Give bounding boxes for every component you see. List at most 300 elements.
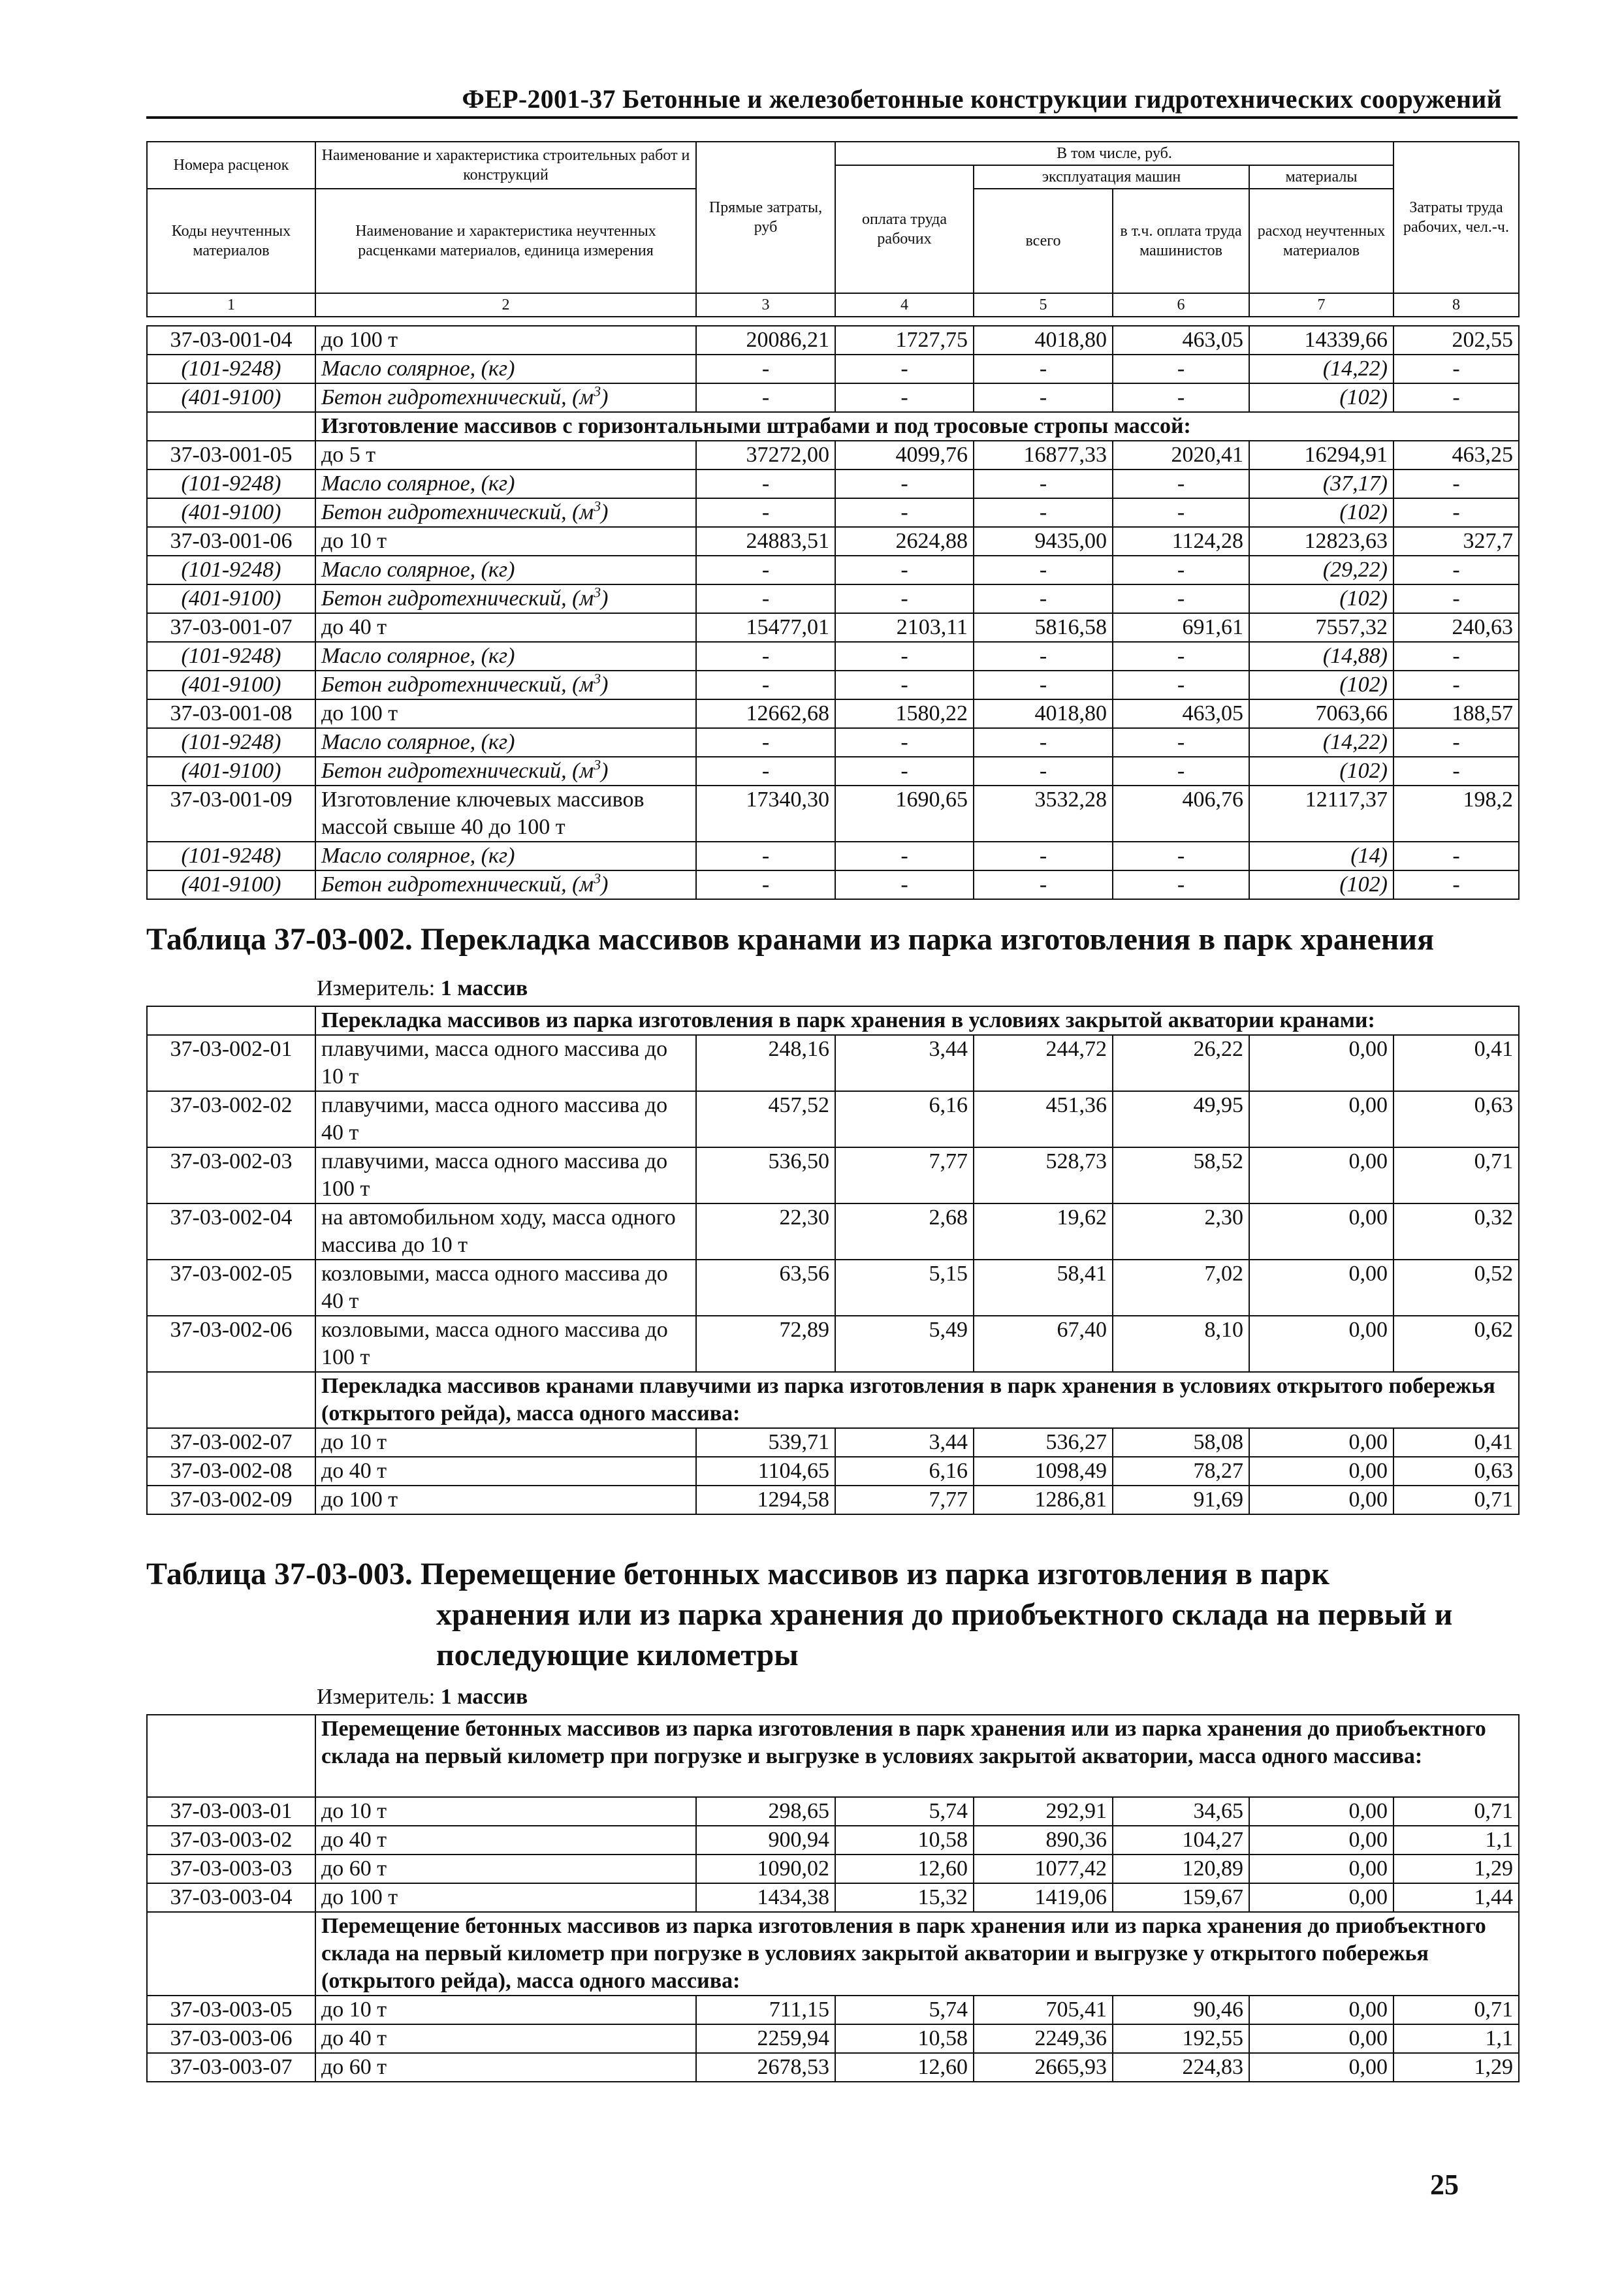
material-cost: 0,00	[1249, 1316, 1393, 1372]
material-cost: (37,17)	[1249, 470, 1393, 498]
machine-cost: 536,27	[974, 1428, 1113, 1457]
work-hours: 0,63	[1393, 1457, 1519, 1486]
labor-cost: 4099,76	[835, 441, 974, 470]
rate-name: до 60 т	[315, 1855, 696, 1883]
machine-cost: -	[974, 383, 1113, 412]
unit-label: Измеритель:	[317, 976, 436, 1000]
section-spacer	[147, 412, 315, 441]
machine-cost: 244,72	[974, 1035, 1113, 1091]
rate-row	[147, 1316, 1519, 1372]
title-line-3: последующие километры	[436, 1638, 799, 1672]
col-machines-total: всего	[974, 189, 1113, 293]
work-hours: -	[1393, 642, 1519, 671]
direct-cost: 22,30	[696, 1203, 835, 1260]
rate-name: до 100 т	[315, 1486, 696, 1514]
direct-cost: -	[696, 870, 835, 899]
machine-cost: 1098,49	[974, 1457, 1113, 1486]
labor-cost: -	[835, 383, 974, 412]
direct-cost: -	[696, 671, 835, 699]
machine-cost: -	[974, 671, 1113, 699]
machine-cost: 19,62	[974, 1203, 1113, 1260]
machinist-labor-cost: -	[1113, 728, 1249, 757]
machinist-labor-cost: -	[1113, 757, 1249, 786]
material-row	[147, 671, 1519, 699]
rate-code: 37-03-002-07	[147, 1428, 315, 1457]
machinist-labor-cost: -	[1113, 470, 1249, 498]
machinist-labor-cost: 2020,41	[1113, 441, 1249, 470]
machinist-labor-cost: 104,27	[1113, 1826, 1249, 1855]
rate-name: до 100 т	[315, 699, 696, 728]
direct-cost: 711,15	[696, 1996, 835, 2024]
rate-name: козловыми, масса одного массива до 40 т	[315, 1260, 696, 1316]
work-hours: 0,71	[1393, 1996, 1519, 2024]
col-number: 3	[696, 293, 835, 317]
machine-cost: 4018,80	[974, 699, 1113, 728]
direct-cost: 37272,00	[696, 441, 835, 470]
machinist-labor-cost: 8,10	[1113, 1316, 1249, 1372]
material-cost: 0,00	[1249, 1260, 1393, 1316]
rate-code: (101-9248)	[147, 355, 315, 383]
col-number: 5	[974, 293, 1113, 317]
rate-code: 37-03-003-02	[147, 1826, 315, 1855]
material-cost: (102)	[1249, 870, 1393, 899]
direct-cost: -	[696, 757, 835, 786]
work-hours: 0,62	[1393, 1316, 1519, 1372]
direct-cost: -	[696, 556, 835, 584]
labor-cost: 1580,22	[835, 699, 974, 728]
work-hours: 1,29	[1393, 1855, 1519, 1883]
rate-name: до 40 т	[315, 613, 696, 642]
material-cost: (14)	[1249, 842, 1393, 870]
material-cost: 0,00	[1249, 1203, 1393, 1260]
direct-cost: 1090,02	[696, 1855, 835, 1883]
rate-row	[147, 1826, 1519, 1855]
labor-cost: -	[835, 728, 974, 757]
direct-cost: 63,56	[696, 1260, 835, 1316]
direct-cost: -	[696, 383, 835, 412]
work-hours: 198,2	[1393, 786, 1519, 842]
rate-code: 37-03-002-04	[147, 1203, 315, 1260]
machine-cost: -	[974, 498, 1113, 527]
col-materials: материалы	[1249, 165, 1393, 189]
work-hours: 240,63	[1393, 613, 1519, 642]
machinist-labor-cost: 463,05	[1113, 699, 1249, 728]
direct-cost: 2259,94	[696, 2024, 835, 2053]
material-row	[147, 498, 1519, 527]
labor-cost: 2103,11	[835, 613, 974, 642]
machinist-labor-cost: -	[1113, 642, 1249, 671]
rate-name: козловыми, масса одного массива до 100 т	[315, 1316, 696, 1372]
labor-cost: 6,16	[835, 1091, 974, 1147]
material-cost: 0,00	[1249, 1797, 1393, 1826]
machine-cost: 2665,93	[974, 2053, 1113, 2082]
direct-cost: -	[696, 498, 835, 527]
material-cost: 0,00	[1249, 1457, 1393, 1486]
rate-name: Бетон гидротехнический, $(м^3)$	[315, 870, 696, 899]
direct-cost: 900,94	[696, 1826, 835, 1855]
work-hours: -	[1393, 757, 1519, 786]
rate-name: до 10 т	[315, 1797, 696, 1826]
work-hours: 0,71	[1393, 1486, 1519, 1514]
rate-code: (401-9100)	[147, 870, 315, 899]
rate-name: до 10 т	[315, 1996, 696, 2024]
machinist-labor-cost: -	[1113, 842, 1249, 870]
work-hours: 1,44	[1393, 1883, 1519, 1912]
material-row	[147, 728, 1519, 757]
rate-code: 37-03-001-08	[147, 699, 315, 728]
machinist-labor-cost: -	[1113, 556, 1249, 584]
rate-row	[147, 1203, 1519, 1260]
material-row	[147, 584, 1519, 613]
machinist-labor-cost: 192,55	[1113, 2024, 1249, 2053]
rate-code: (401-9100)	[147, 671, 315, 699]
direct-cost: -	[696, 584, 835, 613]
rate-code: 37-03-001-05	[147, 441, 315, 470]
labor-cost: -	[835, 556, 974, 584]
rate-name: до 40 т	[315, 1457, 696, 1486]
machine-cost: 58,41	[974, 1260, 1113, 1316]
labor-cost: 5,15	[835, 1260, 974, 1316]
direct-cost: 17340,30	[696, 786, 835, 842]
direct-cost: -	[696, 642, 835, 671]
work-hours: 1,1	[1393, 2024, 1519, 2053]
work-hours: 1,1	[1393, 1826, 1519, 1855]
direct-cost: 248,16	[696, 1035, 835, 1091]
labor-cost: -	[835, 870, 974, 899]
col-number: 1	[147, 293, 315, 317]
labor-cost: 12,60	[835, 1855, 974, 1883]
rate-row	[147, 1855, 1519, 1883]
direct-cost: -	[696, 842, 835, 870]
machine-cost: 890,36	[974, 1826, 1113, 1855]
machinist-labor-cost: 34,65	[1113, 1797, 1249, 1826]
rate-code: (101-9248)	[147, 470, 315, 498]
table-37-03-003	[146, 1714, 1520, 2082]
material-row	[147, 355, 1519, 383]
labor-cost: -	[835, 671, 974, 699]
rate-code: 37-03-002-08	[147, 1457, 315, 1486]
direct-cost: 1104,65	[696, 1457, 835, 1486]
machine-cost: -	[974, 470, 1113, 498]
table-37-03-002	[146, 1006, 1520, 1515]
machine-cost: -	[974, 642, 1113, 671]
machine-cost: 4018,80	[974, 326, 1113, 355]
machinist-labor-cost: 58,52	[1113, 1147, 1249, 1203]
material-cost: 0,00	[1249, 1883, 1393, 1912]
section-row	[147, 1372, 1519, 1428]
labor-cost: -	[835, 498, 974, 527]
rate-row	[147, 1428, 1519, 1457]
material-cost: 0,00	[1249, 1035, 1393, 1091]
title-line-1: Таблица 37-03-003. Перемещение бетонных массивов из парка изготовления в парк	[146, 1557, 1329, 1591]
machinist-labor-cost: 49,95	[1113, 1091, 1249, 1147]
machinist-labor-cost: 1124,28	[1113, 527, 1249, 556]
rate-code: (401-9100)	[147, 498, 315, 527]
section-title: Изготовление массивов с горизонтальными штрабами и под тросовые стропы массой:	[315, 412, 1519, 441]
machine-cost: 9435,00	[974, 527, 1113, 556]
header-rule	[146, 116, 1518, 119]
machinist-labor-cost: 26,22	[1113, 1035, 1249, 1091]
rate-code: (101-9248)	[147, 728, 315, 757]
table-37-03-002-title: Таблица 37-03-002. Перекладка массивов кранами из парка изготовления в парк хранения	[146, 922, 1435, 957]
section-spacer	[147, 1372, 315, 1428]
machinist-labor-cost: 691,61	[1113, 613, 1249, 642]
machine-cost: 5816,58	[974, 613, 1113, 642]
section-title: Перекладка массивов из парка изготовления в парк хранения в условиях закрытой акватории кранами:	[315, 1006, 1519, 1035]
rate-row	[147, 1486, 1519, 1514]
rate-code: (101-9248)	[147, 842, 315, 870]
work-hours: -	[1393, 728, 1519, 757]
rate-code: 37-03-002-06	[147, 1316, 315, 1372]
section-row	[147, 412, 1519, 441]
machine-cost: 1286,81	[974, 1486, 1113, 1514]
rate-row	[147, 613, 1519, 642]
work-hours: 1,29	[1393, 2053, 1519, 2082]
material-cost: 0,00	[1249, 2024, 1393, 2053]
col-number: 7	[1249, 293, 1393, 317]
section-title: Перекладка массивов кранами плавучими из парка изготовления в парк хранения в условиях открытого побережья (открытого рейда), масса одного массива:	[315, 1372, 1519, 1428]
rate-row	[147, 1091, 1519, 1147]
machinist-labor-cost: 406,76	[1113, 786, 1249, 842]
labor-cost: 5,74	[835, 1797, 974, 1826]
rate-code: 37-03-003-01	[147, 1797, 315, 1826]
machinist-labor-cost: -	[1113, 355, 1249, 383]
rate-name: до 100 т	[315, 326, 696, 355]
machine-cost: 451,36	[974, 1091, 1113, 1147]
labor-cost: 1727,75	[835, 326, 974, 355]
rate-code: (401-9100)	[147, 584, 315, 613]
labor-cost: 10,58	[835, 2024, 974, 2053]
direct-cost: 1294,58	[696, 1486, 835, 1514]
rate-name: Изготовление ключевых массивов массой свыше 40 до 100 т	[315, 786, 696, 842]
machine-cost: 528,73	[974, 1147, 1113, 1203]
material-cost: 12823,63	[1249, 527, 1393, 556]
section-title: Перемещение бетонных массивов из парка изготовления в парк хранения или из парка хранения до приобъектного склада на первый километр при погрузке в условиях закрытой акватории и выгрузке у открытого побережья (открытого рейда), масса одного массива:	[315, 1912, 1519, 1996]
title-line-2: хранения или из парка хранения до приобъектного склада на первый и	[436, 1597, 1453, 1632]
rate-row	[147, 699, 1519, 728]
direct-cost: 12662,68	[696, 699, 835, 728]
material-row	[147, 556, 1519, 584]
work-hours: -	[1393, 870, 1519, 899]
work-hours: 202,55	[1393, 326, 1519, 355]
work-hours: -	[1393, 584, 1519, 613]
work-hours: 0,71	[1393, 1797, 1519, 1826]
rate-row	[147, 1996, 1519, 2024]
material-row	[147, 757, 1519, 786]
rate-row	[147, 2053, 1519, 2082]
labor-cost: 2,68	[835, 1203, 974, 1260]
direct-cost: 539,71	[696, 1428, 835, 1457]
col-machines: эксплуатация машин	[974, 165, 1249, 189]
machinist-labor-cost: 120,89	[1113, 1855, 1249, 1883]
labor-cost: 10,58	[835, 1826, 974, 1855]
rate-code: 37-03-001-09	[147, 786, 315, 842]
rate-name: до 5 т	[315, 441, 696, 470]
rate-code: (401-9100)	[147, 383, 315, 412]
rate-row	[147, 1883, 1519, 1912]
section-row	[147, 1912, 1519, 1996]
work-hours: -	[1393, 671, 1519, 699]
direct-cost: -	[696, 470, 835, 498]
direct-cost: 72,89	[696, 1316, 835, 1372]
section-spacer	[147, 1912, 315, 1996]
rate-row	[147, 2024, 1519, 2053]
rate-code: (101-9248)	[147, 642, 315, 671]
labor-cost: 3,44	[835, 1035, 974, 1091]
rate-name: плавучими, масса одного массива до 40 т	[315, 1091, 696, 1147]
labor-cost: 2624,88	[835, 527, 974, 556]
rate-code: 37-03-003-03	[147, 1855, 315, 1883]
material-cost: (14,22)	[1249, 728, 1393, 757]
rate-row	[147, 1797, 1519, 1826]
col-workhours: Затраты труда рабочих, чел.-ч.	[1393, 142, 1519, 293]
machinist-labor-cost: -	[1113, 498, 1249, 527]
work-hours: -	[1393, 383, 1519, 412]
material-cost: (14,22)	[1249, 355, 1393, 383]
material-cost: 0,00	[1249, 1855, 1393, 1883]
rate-name: до 10 т	[315, 527, 696, 556]
material-cost: 0,00	[1249, 1091, 1393, 1147]
rate-name: до 10 т	[315, 1428, 696, 1457]
rate-name: до 40 т	[315, 1826, 696, 1855]
machine-cost: 1077,42	[974, 1855, 1113, 1883]
material-cost: 16294,91	[1249, 441, 1393, 470]
rate-code: 37-03-003-06	[147, 2024, 315, 2053]
machine-cost: -	[974, 584, 1113, 613]
direct-cost: 2678,53	[696, 2053, 835, 2082]
labor-cost: -	[835, 355, 974, 383]
material-cost: (14,88)	[1249, 642, 1393, 671]
labor-cost: 1690,65	[835, 786, 974, 842]
rate-code: (401-9100)	[147, 757, 315, 786]
material-row	[147, 870, 1519, 899]
machinist-labor-cost: 224,83	[1113, 2053, 1249, 2082]
material-cost: (102)	[1249, 498, 1393, 527]
material-cost: 14339,66	[1249, 326, 1393, 355]
machinist-labor-cost: 463,05	[1113, 326, 1249, 355]
rate-row	[147, 1147, 1519, 1203]
labor-cost: 7,77	[835, 1147, 974, 1203]
labor-cost: 5,49	[835, 1316, 974, 1372]
direct-cost: 298,65	[696, 1797, 835, 1826]
rate-name: Масло солярное, (кг)	[315, 556, 696, 584]
labor-cost: 7,77	[835, 1486, 974, 1514]
col-machines-labor: в т.ч. оплата труда машинистов	[1113, 189, 1249, 293]
col-labor: оплата труда рабочих	[835, 165, 974, 293]
rate-row	[147, 786, 1519, 842]
machine-cost: 705,41	[974, 1996, 1113, 2024]
material-cost: 0,00	[1249, 1826, 1393, 1855]
col-number: 4	[835, 293, 974, 317]
work-hours: -	[1393, 470, 1519, 498]
machine-cost: -	[974, 757, 1113, 786]
rate-code: 37-03-001-04	[147, 326, 315, 355]
rate-name: Бетон гидротехнический, $(м^3)$	[315, 584, 696, 613]
rate-row	[147, 1260, 1519, 1316]
rate-name: до 40 т	[315, 2024, 696, 2053]
machinist-labor-cost: -	[1113, 671, 1249, 699]
unit-label: Измеритель:	[317, 1685, 436, 1709]
direct-cost: 20086,21	[696, 326, 835, 355]
machine-cost: 3532,28	[974, 786, 1113, 842]
rate-row	[147, 1457, 1519, 1486]
rate-name: Бетон гидротехнический, $(м^3)$	[315, 383, 696, 412]
section-spacer	[147, 1715, 315, 1797]
rate-code: 37-03-001-06	[147, 527, 315, 556]
work-hours: -	[1393, 355, 1519, 383]
rate-code: 37-03-002-01	[147, 1035, 315, 1091]
material-cost: 7063,66	[1249, 699, 1393, 728]
machinist-labor-cost: -	[1113, 383, 1249, 412]
col-code-bottom: Коды неучтенных материалов	[147, 189, 315, 293]
direct-cost: 1434,38	[696, 1883, 835, 1912]
material-row	[147, 642, 1519, 671]
labor-cost: -	[835, 842, 974, 870]
rate-code: 37-03-002-02	[147, 1091, 315, 1147]
material-cost: (102)	[1249, 757, 1393, 786]
rate-name: Бетон гидротехнический, $(м^3)$	[315, 671, 696, 699]
work-hours: 0,71	[1393, 1147, 1519, 1203]
section-row	[147, 1006, 1519, 1035]
labor-cost: 15,32	[835, 1883, 974, 1912]
labor-cost: 12,60	[835, 2053, 974, 2082]
rate-row	[147, 326, 1519, 355]
rate-name: на автомобильном ходу, масса одного массива до 10 т	[315, 1203, 696, 1260]
machinist-labor-cost: -	[1113, 584, 1249, 613]
machinist-labor-cost: -	[1113, 870, 1249, 899]
machinist-labor-cost: 7,02	[1113, 1260, 1249, 1316]
rate-code: 37-03-003-05	[147, 1996, 315, 2024]
direct-cost: 15477,01	[696, 613, 835, 642]
machinist-labor-cost: 159,67	[1113, 1883, 1249, 1912]
col-number: 6	[1113, 293, 1249, 317]
material-cost: (29,22)	[1249, 556, 1393, 584]
machinist-labor-cost: 91,69	[1113, 1486, 1249, 1514]
column-numbers-row	[147, 293, 1519, 317]
labor-cost: -	[835, 757, 974, 786]
col-number: 8	[1393, 293, 1519, 317]
direct-cost: 536,50	[696, 1147, 835, 1203]
labor-cost: -	[835, 642, 974, 671]
material-cost: 7557,32	[1249, 613, 1393, 642]
table-37-03-001-body	[146, 325, 1520, 900]
machine-cost: 1419,06	[974, 1883, 1113, 1912]
rate-name: плавучими, масса одного массива до 10 т	[315, 1035, 696, 1091]
table-37-03-003-title	[146, 1554, 1452, 1676]
machine-cost: 2249,36	[974, 2024, 1113, 2053]
material-row	[147, 842, 1519, 870]
machine-cost: -	[974, 842, 1113, 870]
rate-row	[147, 1035, 1519, 1091]
page-number: 25	[1430, 2169, 1459, 2201]
work-hours: 188,57	[1393, 699, 1519, 728]
rate-row	[147, 441, 1519, 470]
col-materials-sub: расход неучтенных материалов	[1249, 189, 1393, 293]
rate-name: до 100 т	[315, 1883, 696, 1912]
material-cost: (102)	[1249, 584, 1393, 613]
rate-name: плавучими, масса одного массива до 100 т	[315, 1147, 696, 1203]
material-cost: (102)	[1249, 671, 1393, 699]
labor-cost: -	[835, 584, 974, 613]
col-name-top: Наименование и характеристика строительных работ и конструкций	[315, 142, 696, 189]
unit-value: 1 массив	[440, 1685, 528, 1709]
work-hours: -	[1393, 842, 1519, 870]
labor-cost: -	[835, 470, 974, 498]
rate-code: 37-03-002-09	[147, 1486, 315, 1514]
rate-code: 37-03-003-07	[147, 2053, 315, 2082]
material-cost: 12117,37	[1249, 786, 1393, 842]
work-hours: 0,52	[1393, 1260, 1519, 1316]
